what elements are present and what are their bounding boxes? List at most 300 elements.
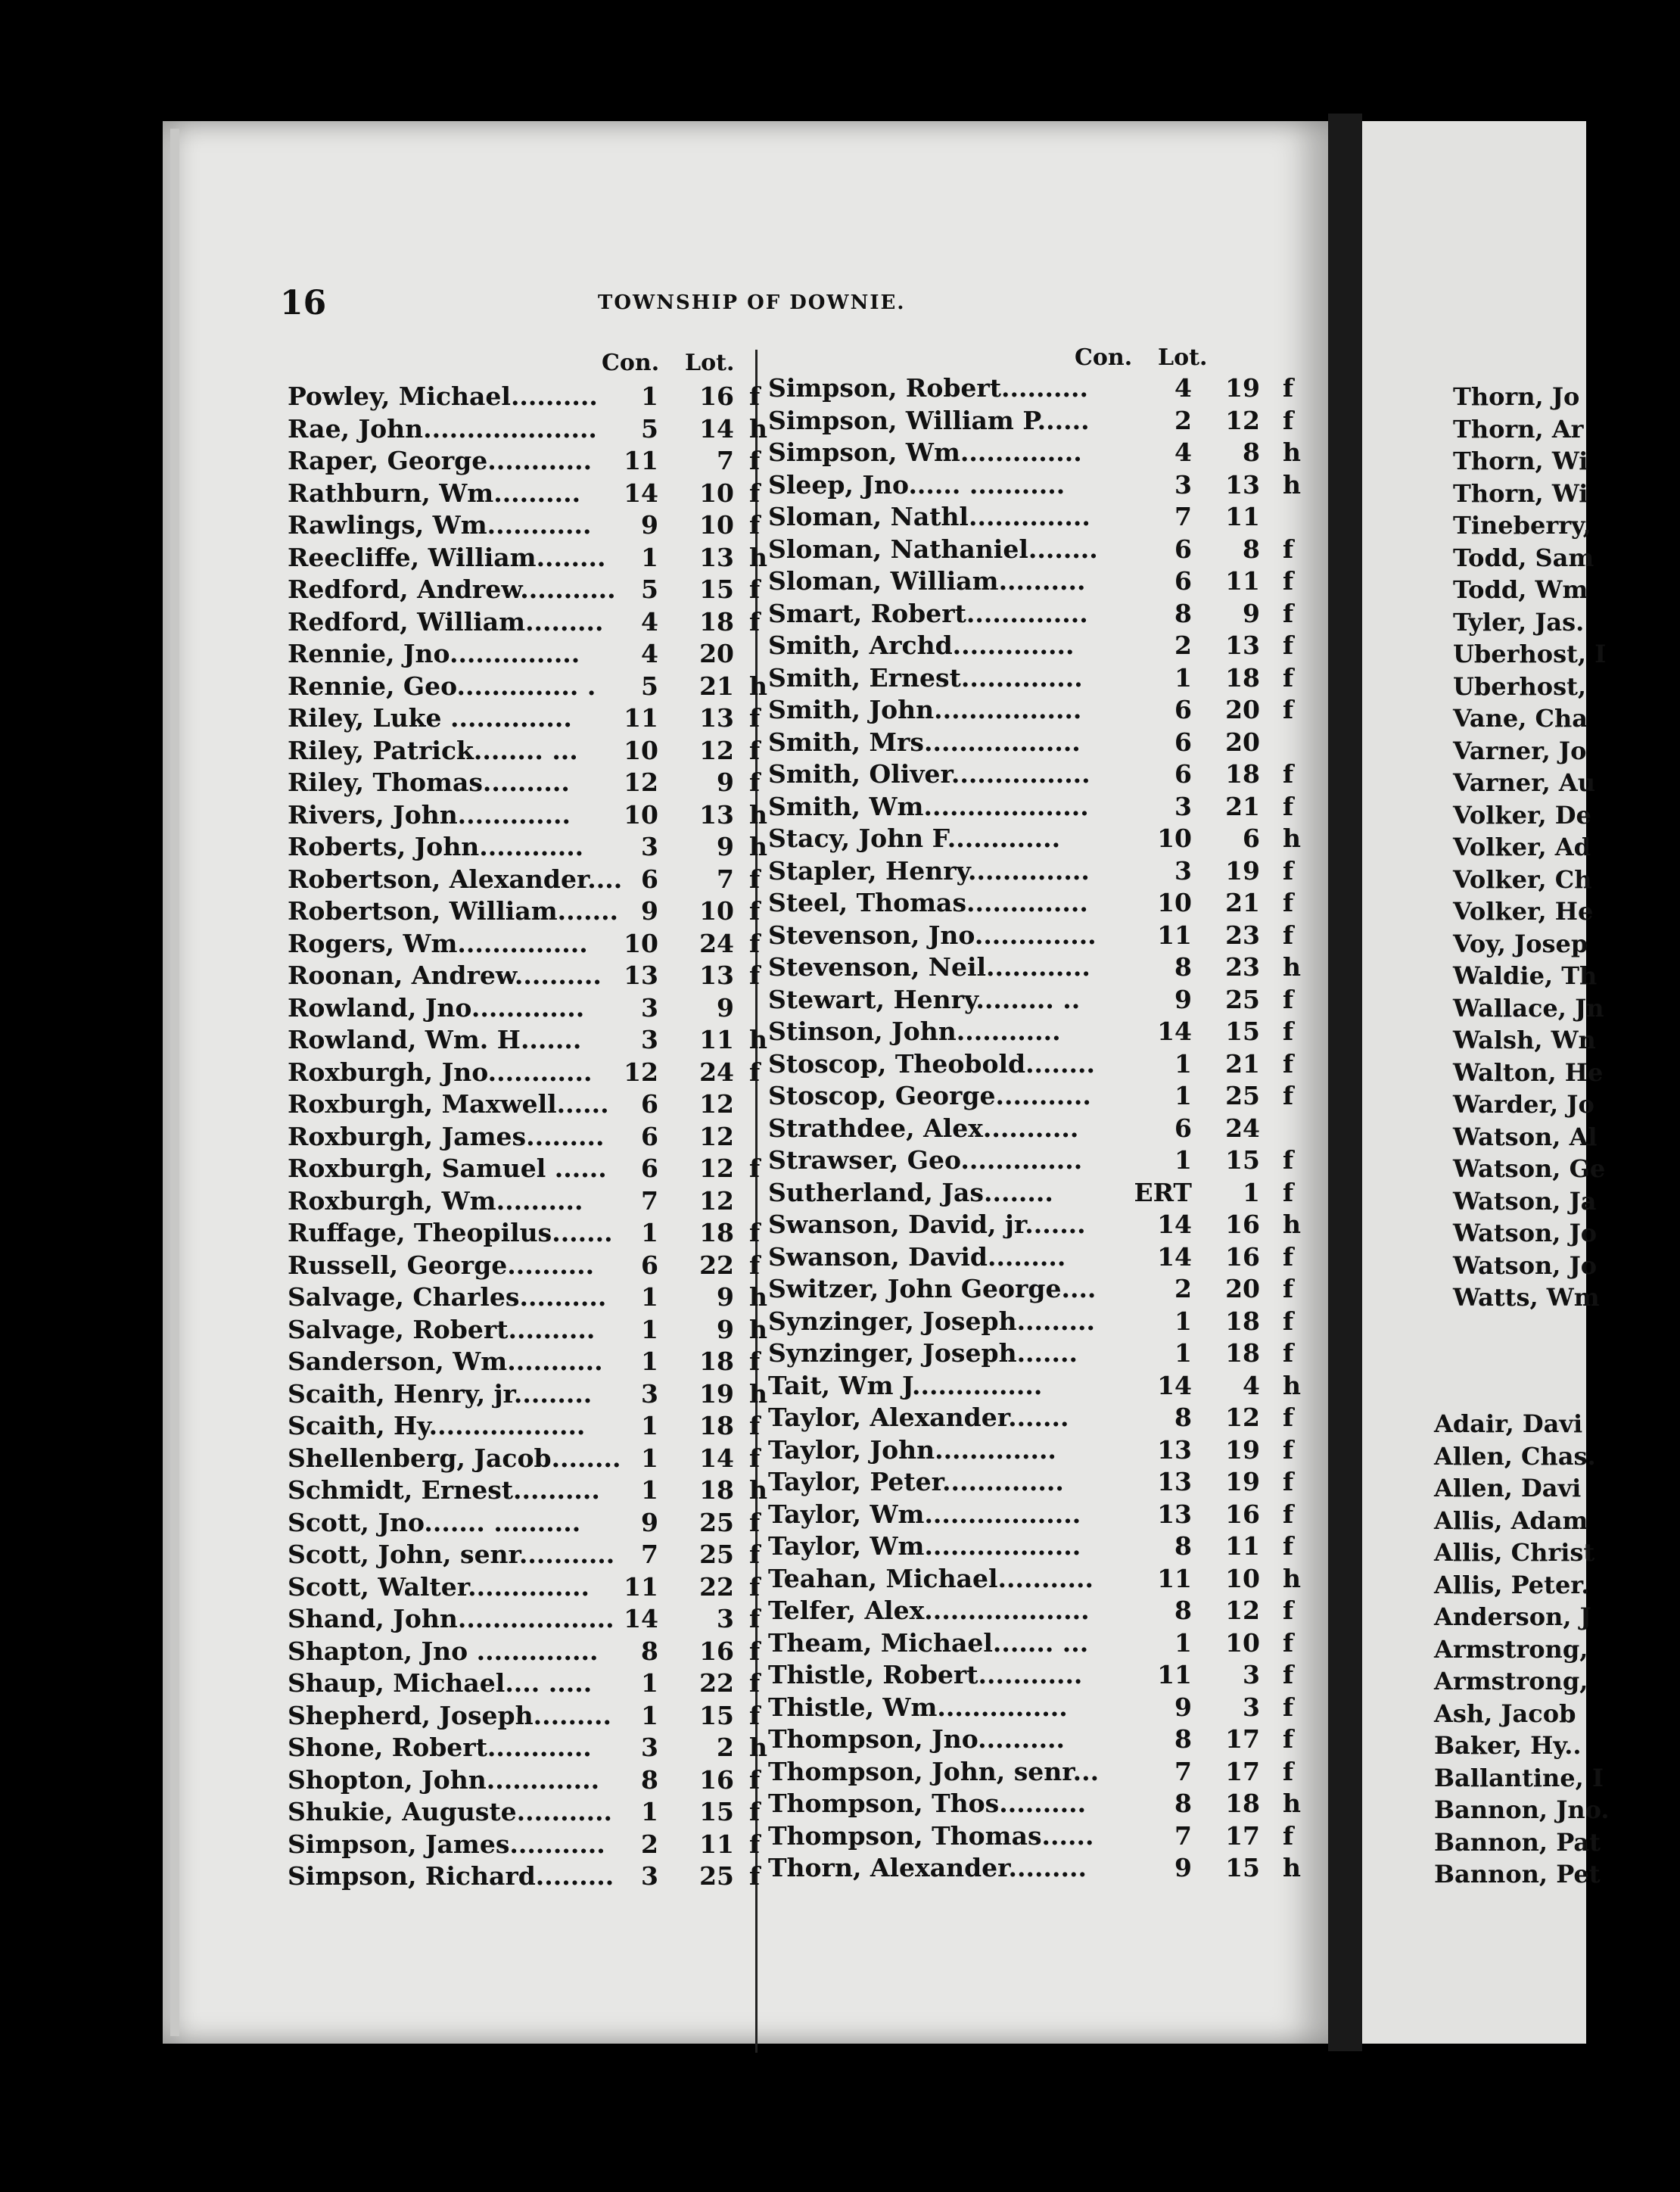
left-lot-header: Lot. xyxy=(685,350,735,376)
entry-con: 5 xyxy=(641,574,658,604)
list-item xyxy=(768,1563,1301,1596)
entry-name: Shopton, John............. xyxy=(288,1764,600,1795)
entry-con: 7 xyxy=(1174,1756,1192,1786)
entry-name: Watson, Jo xyxy=(1453,1219,1598,1247)
entry-tenure: f xyxy=(749,1411,761,1440)
entry-name: Todd, Sam xyxy=(1453,543,1594,572)
list-item xyxy=(1453,1088,1594,1121)
entry-name: Tyler, Jas. xyxy=(1453,607,1585,637)
list-item xyxy=(768,1466,1298,1499)
entry-name: Simpson, William P...... xyxy=(768,405,1090,435)
entry-con: 12 xyxy=(624,1057,658,1087)
list-item xyxy=(1453,735,1586,768)
entry-name: Thompson, John, senr... xyxy=(768,1756,1100,1786)
entry-tenure: f xyxy=(1283,1467,1294,1496)
entry-con: 6 xyxy=(641,1089,658,1119)
list-item xyxy=(1434,1472,1586,1505)
entry-lot: 18 xyxy=(699,1347,734,1376)
entry-lot: 17 xyxy=(1225,1756,1260,1786)
entry-tenure: f xyxy=(1283,534,1294,564)
entry-con: 4 xyxy=(1174,373,1192,403)
entry-con: 1 xyxy=(641,1700,658,1730)
entry-lot: 9 xyxy=(717,992,734,1023)
list-item xyxy=(1434,1794,1610,1826)
entry-tenure: f xyxy=(1283,1434,1294,1465)
entry-name: Simpson, Richard......... xyxy=(288,1861,614,1891)
entry-tenure: h xyxy=(749,1475,767,1505)
entry-con: 1 xyxy=(641,381,658,411)
entry-name: Warder, Jo xyxy=(1453,1090,1594,1119)
entry-tenure: f xyxy=(1283,759,1294,789)
entry-lot: 10 xyxy=(699,896,734,926)
list-item xyxy=(1453,895,1594,928)
entry-name: Taylor, Peter.............. xyxy=(768,1467,1064,1496)
entry-name: Taylor, Wm.................. xyxy=(768,1499,1081,1529)
entry-lot: 16 xyxy=(699,381,734,411)
list-item xyxy=(768,372,1298,405)
entry-con: 10 xyxy=(1157,824,1192,853)
entry-con: 7 xyxy=(641,1540,658,1569)
list-item xyxy=(288,1185,757,1218)
entry-lot: 13 xyxy=(1225,631,1260,660)
entry-con: 6 xyxy=(1174,566,1192,596)
entry-lot: 11 xyxy=(699,1829,734,1859)
entry-lot: 15 xyxy=(1225,1853,1260,1882)
entry-tenure: f xyxy=(1283,1241,1294,1272)
list-item xyxy=(1453,1153,1606,1185)
entry-con: 7 xyxy=(1174,502,1192,531)
entry-name: Shaup, Michael.... ..... xyxy=(288,1668,593,1698)
entry-lot: 20 xyxy=(1225,1274,1260,1303)
list-item xyxy=(768,1241,1298,1274)
entry-lot: 14 xyxy=(699,1443,734,1473)
list-item xyxy=(768,469,1301,502)
entry-name: Allis, Christ xyxy=(1434,1538,1595,1567)
entry-con: 3 xyxy=(1174,469,1192,500)
entry-con: 1 xyxy=(641,1411,658,1440)
entry-con: 4 xyxy=(1174,437,1192,467)
entry-tenure: f xyxy=(1283,1306,1294,1336)
entry-tenure: f xyxy=(1283,598,1294,628)
list-item xyxy=(288,1860,761,1893)
entry-tenure: f xyxy=(749,1443,761,1473)
entry-name: Roberts, John............ xyxy=(288,832,584,861)
entry-name: Simpson, James........... xyxy=(288,1829,605,1859)
entry-name: Riley, Luke .............. xyxy=(288,703,572,733)
entry-con: 10 xyxy=(1157,888,1192,917)
entry-name: Riley, Patrick........ ... xyxy=(288,735,578,765)
entry-con: 1 xyxy=(1174,662,1192,693)
entry-lot: 3 xyxy=(1243,1692,1260,1722)
list-item xyxy=(1453,767,1596,799)
entry-lot: 9 xyxy=(717,832,734,861)
entry-name: Sloman, Nathaniel........ xyxy=(768,534,1098,564)
entry-con: 1 xyxy=(641,1443,658,1473)
entry-name: Anderson, J xyxy=(1434,1602,1591,1631)
entry-lot: 20 xyxy=(1225,695,1260,724)
entry-lot: 12 xyxy=(699,1185,734,1216)
entry-tenure: f xyxy=(749,1604,761,1633)
entry-con: 1 xyxy=(641,1668,658,1698)
entry-lot: 25 xyxy=(699,1540,734,1569)
list-item xyxy=(1453,381,1586,413)
list-item xyxy=(288,445,761,478)
entry-name: Stevenson, Neil............ xyxy=(768,952,1090,982)
entry-tenure: f xyxy=(1283,1756,1294,1786)
entry-tenure: f xyxy=(749,1507,761,1537)
entry-con: 11 xyxy=(624,446,658,475)
entry-lot: 12 xyxy=(1225,1596,1260,1625)
entry-tenure: f xyxy=(1283,1145,1294,1175)
list-item xyxy=(288,1603,761,1636)
entry-name: Rathburn, Wm.......... xyxy=(288,478,581,508)
entry-name: Shukie, Auguste........... xyxy=(288,1797,613,1826)
entry-con: 1 xyxy=(1174,1048,1192,1079)
list-item xyxy=(288,638,757,671)
entry-con: 6 xyxy=(1174,695,1192,724)
page-title: TOWNSHIP OF DOWNIE. xyxy=(598,291,906,314)
entry-con: 2 xyxy=(1174,405,1192,435)
entry-name: Thorn, Jo xyxy=(1453,382,1580,411)
entry-lot: 22 xyxy=(699,1571,734,1602)
list-item xyxy=(288,1378,767,1411)
list-item xyxy=(1453,864,1592,896)
entry-tenure: h xyxy=(749,1314,767,1344)
entry-lot: 21 xyxy=(1225,1048,1260,1079)
entry-name: Thorn, Wi xyxy=(1453,478,1588,508)
entry-name: Roxburgh, Samuel ...... xyxy=(288,1154,607,1183)
entry-name: Schmidt, Ernest.......... xyxy=(288,1475,600,1505)
entry-con: 4 xyxy=(641,639,658,668)
list-item xyxy=(768,1852,1301,1885)
entry-name: Allis, Adam xyxy=(1434,1505,1588,1535)
entry-lot: 1 xyxy=(1243,1177,1260,1207)
entry-con: 12 xyxy=(624,768,658,797)
list-item xyxy=(288,1700,761,1733)
entry-name: Smith, John................. xyxy=(768,695,1082,724)
entry-lot: 18 xyxy=(1225,1789,1260,1818)
entry-name: Stoscop, George........... xyxy=(768,1081,1091,1110)
list-item xyxy=(768,1402,1298,1434)
list-item xyxy=(288,413,767,446)
entry-con: 1 xyxy=(1174,1627,1192,1658)
list-item xyxy=(768,694,1298,727)
list-item xyxy=(768,823,1301,855)
list-item xyxy=(288,1796,761,1829)
list-item xyxy=(288,1636,761,1668)
entry-con: 1 xyxy=(641,1475,658,1505)
entry-con: 1 xyxy=(1174,1306,1192,1336)
entry-tenure: h xyxy=(1283,437,1301,467)
entry-name: Bannon, Pet xyxy=(1434,1860,1601,1888)
entry-lot: 9 xyxy=(717,1314,734,1344)
entry-name: Walsh, Wn xyxy=(1453,1026,1596,1054)
entry-name: Uberhost, xyxy=(1453,671,1587,701)
list-item xyxy=(288,767,761,799)
entry-con: 2 xyxy=(641,1829,658,1859)
list-item xyxy=(288,1346,761,1378)
list-item xyxy=(768,920,1298,952)
entry-name: Redford, William......... xyxy=(288,606,604,637)
entry-lot: 16 xyxy=(1225,1241,1260,1272)
entry-con: 9 xyxy=(641,1507,658,1537)
entry-lot: 18 xyxy=(1225,759,1260,789)
entry-name: Thompson, Thomas...... xyxy=(768,1820,1094,1851)
entry-name: Watson, Jo xyxy=(1453,1250,1598,1280)
list-item xyxy=(1453,799,1591,832)
entry-name: Scott, John, senr........... xyxy=(288,1540,615,1569)
list-item xyxy=(288,799,767,832)
list-item xyxy=(768,727,1298,759)
entry-lot: 11 xyxy=(1225,502,1260,531)
entry-tenure: f xyxy=(1283,1531,1294,1561)
list-item xyxy=(1434,1665,1586,1698)
entry-name: Rennie, Geo.............. . xyxy=(288,671,596,701)
entry-name: Scott, Jno....... .......... xyxy=(288,1507,581,1537)
entry-lot: 3 xyxy=(717,1604,734,1633)
entry-tenure: h xyxy=(1283,1370,1301,1400)
entry-tenure: h xyxy=(749,671,767,701)
list-item xyxy=(1453,831,1591,864)
entry-name: Shellenberg, Jacob........ xyxy=(288,1443,621,1473)
entry-name: Smith, Wm................... xyxy=(768,791,1089,821)
entry-name: Bannon, Pat xyxy=(1434,1827,1601,1857)
entry-tenure: f xyxy=(1283,1274,1294,1303)
entry-con: 3 xyxy=(641,992,658,1023)
list-item xyxy=(1434,1698,1586,1730)
entry-lot: 18 xyxy=(699,1411,734,1440)
entry-name: Riley, Thomas.......... xyxy=(288,768,570,797)
entry-lot: 18 xyxy=(699,1475,734,1505)
entry-tenure: h xyxy=(749,1733,767,1762)
entry-name: Reecliffe, William........ xyxy=(288,542,606,572)
entry-name: Volker, Ch xyxy=(1453,864,1592,894)
entry-con: 10 xyxy=(624,735,658,765)
entry-name: Roxburgh, Maxwell...... xyxy=(288,1089,609,1119)
list-item xyxy=(288,1829,761,1861)
entry-tenure: f xyxy=(1283,1048,1294,1079)
list-item xyxy=(768,1692,1298,1724)
entry-lot: 10 xyxy=(699,510,734,540)
entry-name: Ruffage, Theopilus....... xyxy=(288,1218,613,1247)
list-item xyxy=(288,1507,761,1540)
entry-name: Simpson, Wm.............. xyxy=(768,437,1082,467)
entry-lot: 21 xyxy=(1225,791,1260,821)
entry-name: Salvage, Robert.......... xyxy=(288,1314,596,1344)
entry-tenure: h xyxy=(1283,1210,1301,1239)
list-item xyxy=(768,501,1298,534)
entry-lot: 12 xyxy=(699,1121,734,1151)
entry-tenure: f xyxy=(749,606,761,637)
entry-lot: 2 xyxy=(717,1733,734,1762)
entry-con: 3 xyxy=(641,832,658,861)
entry-tenure: f xyxy=(1283,631,1294,660)
entry-con: 1 xyxy=(641,1218,658,1247)
list-item xyxy=(1434,1537,1595,1569)
list-item xyxy=(288,1571,761,1604)
entry-lot: 9 xyxy=(1243,598,1260,628)
entry-name: Theam, Michael....... ... xyxy=(768,1627,1089,1658)
entry-name: Sutherland, Jas........ xyxy=(768,1177,1053,1207)
entry-tenure: f xyxy=(749,446,761,475)
entry-con: ERT xyxy=(1134,1177,1192,1207)
entry-name: Rennie, Jno............... xyxy=(288,639,580,668)
list-item xyxy=(288,509,761,542)
entry-name: Simpson, Robert.......... xyxy=(768,373,1088,403)
entry-lot: 17 xyxy=(1225,1724,1260,1754)
entry-name: Uberhost, I xyxy=(1453,640,1607,668)
entry-tenure: f xyxy=(1283,791,1294,821)
list-item xyxy=(768,1595,1298,1627)
list-item xyxy=(1453,960,1598,992)
book-gutter xyxy=(1328,114,1362,2051)
list-item xyxy=(288,1153,761,1185)
entry-con: 5 xyxy=(641,413,658,444)
list-item xyxy=(1434,1408,1586,1440)
entry-name: Rowland, Wm. H....... xyxy=(288,1025,582,1054)
entry-lot: 10 xyxy=(1225,1627,1260,1658)
entry-name: Walton, He xyxy=(1453,1057,1604,1087)
entry-name: Watson, Ja xyxy=(1453,1186,1597,1216)
entry-name: Watson, Ge xyxy=(1453,1154,1606,1183)
entry-con: 3 xyxy=(641,1025,658,1054)
entry-name: Steel, Thomas.............. xyxy=(768,888,1088,917)
entry-tenure: h xyxy=(1283,1789,1301,1818)
entry-name: Stevenson, Jno.............. xyxy=(768,920,1097,950)
entry-name: Redford, Andrew........... xyxy=(288,574,616,604)
entry-con: 8 xyxy=(1174,1596,1192,1625)
list-item xyxy=(768,758,1298,791)
entry-name: Smart, Robert.............. xyxy=(768,598,1088,628)
entry-tenure: f xyxy=(1283,1403,1294,1432)
entry-con: 6 xyxy=(1174,1113,1192,1143)
entry-con: 3 xyxy=(641,1861,658,1891)
entry-con: 7 xyxy=(641,1185,658,1216)
list-item xyxy=(288,1443,761,1475)
list-item xyxy=(1453,1185,1597,1218)
list-item xyxy=(1453,992,1604,1025)
list-item xyxy=(768,630,1298,662)
list-item xyxy=(288,992,757,1025)
entry-lot: 17 xyxy=(1225,1820,1260,1851)
entry-name: Rivers, John............. xyxy=(288,799,571,830)
entry-name: Sleep, Jno...... ........... xyxy=(768,469,1066,500)
entry-con: 2 xyxy=(1174,631,1192,660)
entry-lot: 22 xyxy=(699,1668,734,1698)
list-item xyxy=(1434,1826,1601,1859)
entry-con: 7 xyxy=(1174,1820,1192,1851)
entry-lot: 16 xyxy=(699,1636,734,1666)
entry-lot: 23 xyxy=(1225,952,1260,982)
entry-tenure: h xyxy=(749,542,767,572)
entry-tenure: f xyxy=(1283,662,1294,693)
entry-con: 8 xyxy=(1174,598,1192,628)
entry-name: Volker, De xyxy=(1453,800,1591,830)
entry-lot: 13 xyxy=(699,542,734,572)
list-item xyxy=(1434,1569,1590,1602)
entry-name: Strathdee, Alex........... xyxy=(768,1113,1079,1143)
entry-con: 8 xyxy=(1174,1789,1192,1818)
entry-tenure: f xyxy=(1283,695,1294,724)
list-item xyxy=(288,864,761,896)
list-item xyxy=(768,791,1298,824)
list-item xyxy=(1453,413,1586,446)
list-item xyxy=(1453,1217,1598,1250)
entry-con: 6 xyxy=(1174,759,1192,789)
entry-tenure: f xyxy=(1283,1627,1294,1658)
entry-tenure: f xyxy=(749,574,761,604)
list-item xyxy=(768,951,1301,984)
entry-tenure: f xyxy=(749,1154,761,1183)
entry-name: Varner, Au xyxy=(1453,768,1596,797)
list-item xyxy=(1453,1121,1598,1154)
page-header xyxy=(280,284,1264,322)
list-item xyxy=(1434,1858,1601,1891)
entry-con: 1 xyxy=(1174,1081,1192,1110)
list-item xyxy=(768,1016,1298,1048)
entry-con: 6 xyxy=(641,1250,658,1280)
list-item xyxy=(1434,1505,1586,1537)
list-item xyxy=(768,1370,1301,1403)
entry-name: Allen, Chas. xyxy=(1434,1441,1596,1471)
entry-con: 11 xyxy=(624,1571,658,1602)
list-item xyxy=(768,1756,1298,1789)
entry-tenure: f xyxy=(1283,1338,1294,1368)
entry-name: Synzinger, Joseph......... xyxy=(768,1306,1095,1336)
entry-con: 9 xyxy=(1174,984,1192,1014)
entry-tenure: f xyxy=(1283,566,1294,596)
entry-tenure: h xyxy=(1283,1853,1301,1882)
entry-name: Strawser, Geo.............. xyxy=(768,1145,1083,1175)
entry-name: Roonan, Andrew.......... xyxy=(288,961,602,990)
entry-tenure: h xyxy=(1283,469,1301,500)
list-item xyxy=(288,1410,761,1443)
entry-name: Taylor, Alexander....... xyxy=(768,1403,1069,1432)
list-item xyxy=(288,542,767,574)
entry-lot: 25 xyxy=(699,1861,734,1891)
entry-con: 5 xyxy=(641,671,658,701)
entry-name: Stinson, John............ xyxy=(768,1017,1061,1046)
entry-con: 11 xyxy=(1157,1563,1192,1593)
list-item xyxy=(1453,509,1591,542)
entry-name: Smith, Archd.............. xyxy=(768,631,1075,660)
entry-tenure: f xyxy=(749,1668,761,1698)
list-item xyxy=(1434,1601,1591,1633)
entry-con: 14 xyxy=(1157,1210,1192,1239)
entry-name: Smith, Mrs.................. xyxy=(768,727,1081,757)
entry-con: 8 xyxy=(1174,1724,1192,1754)
entry-name: Thistle, Robert............ xyxy=(768,1660,1083,1689)
entry-tenure: f xyxy=(749,1636,761,1666)
entry-con: 1 xyxy=(641,1282,658,1312)
list-item xyxy=(288,1539,761,1571)
entry-name: Adair, Davi xyxy=(1434,1409,1583,1438)
entry-con: 10 xyxy=(624,799,658,830)
list-item xyxy=(288,831,767,864)
list-item xyxy=(288,928,761,961)
entry-tenure: f xyxy=(1283,1820,1294,1851)
entry-tenure: f xyxy=(1283,984,1294,1014)
entry-lot: 13 xyxy=(699,703,734,733)
list-item xyxy=(768,598,1298,631)
entry-tenure: f xyxy=(749,478,761,508)
entry-lot: 12 xyxy=(699,1089,734,1119)
entry-con: 13 xyxy=(1157,1499,1192,1529)
entry-lot: 25 xyxy=(1225,1081,1260,1110)
entry-tenure: f xyxy=(749,1347,761,1376)
entry-name: Stoscop, Theobold........ xyxy=(768,1048,1095,1079)
entry-lot: 24 xyxy=(1225,1113,1260,1143)
